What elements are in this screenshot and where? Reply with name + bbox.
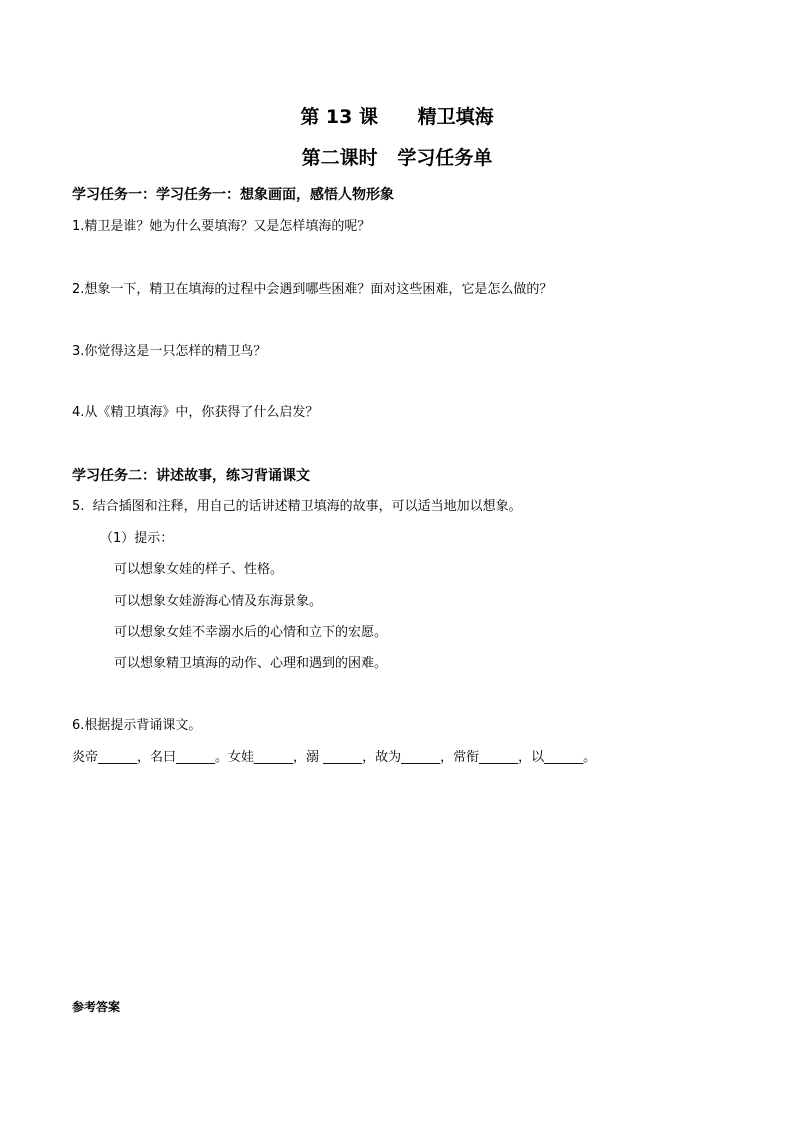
task2-heading: 学习任务二：讲述故事，练习背诵课文 [72,468,310,484]
question-5: 5. 结合插图和注释，用自己的话讲述精卫填海的故事，可以适当地加以想象。 [72,499,522,514]
lesson-title: 第 13 课 精卫填海 [300,106,494,128]
question-4: 4.从《精卫填海》中，你获得了什么启发？ [72,405,319,420]
hint-item-4: 可以想象精卫填海的动作、心理和遇到的困难。 [114,656,388,671]
hint-label: （1）提示： [100,531,174,546]
question-3: 3.你觉得这是一只怎样的精卫鸟？ [72,344,267,359]
lesson-subtitle: 第二课时 学习任务单 [301,147,493,169]
hint-item-2: 可以想象女娃游海心情及东海景象。 [114,594,323,609]
hint-item-3: 可以想象女娃不幸溺水后的心情和立下的宏愿。 [114,625,388,640]
task1-heading: 学习任务一：学习任务一：想象画面，感悟人物形象 [72,187,394,203]
question-1: 1.精卫是谁？她为什么要填海？又是怎样填海的呢？ [72,219,371,234]
fill-blank-line: 炎帝______，名曰______。女娃______，溺 ______，故为______，常衔______，以______。 [72,750,597,765]
reference-answer-heading: 参考答案 [72,1000,121,1014]
question-6: 6.根据提示背诵课文。 [72,718,202,733]
question-2: 2.想象一下，精卫在填海的过程中会遇到哪些困难？面对这些困难，它是怎么做的？ [72,282,553,297]
hint-item-1: 可以想象女娃的样子、性格。 [114,562,284,577]
